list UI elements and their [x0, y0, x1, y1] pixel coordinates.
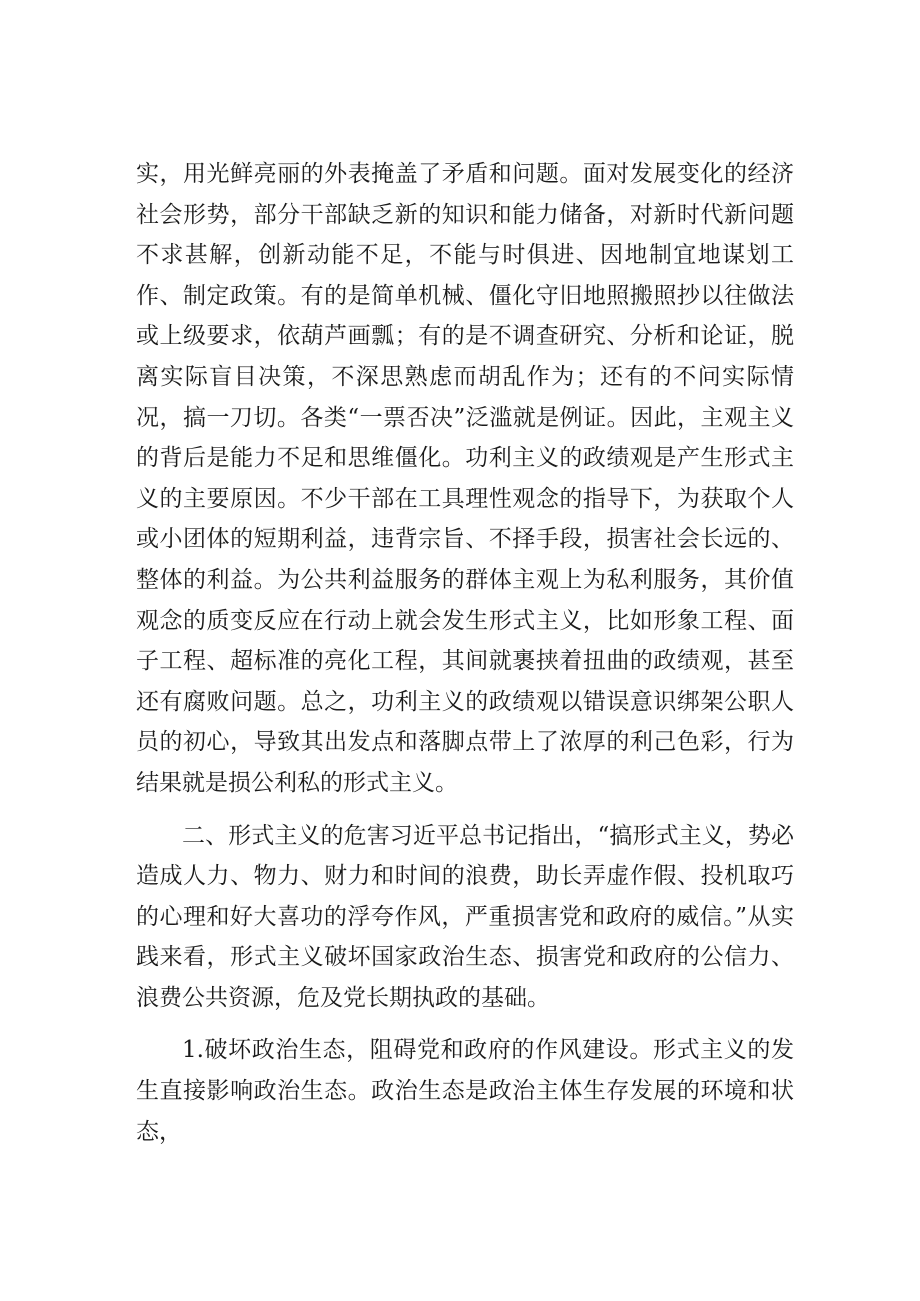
- paragraph-point-one: 1.破坏政治生态，阻碍党和政府的作风建设。形式主义的发生直接影响政治生态。政治生态是政治主体生存发展的环境和状态，: [136, 1037, 794, 1145]
- document-body: [136, 154, 794, 1152]
- paragraph-continuation: 实，用光鲜亮丽的外表掩盖了矛盾和问题。面对发展变化的经济社会形势，部分干部缺乏新的知识和能力储备，对新时代新问题不求甚解，创新动能不足，不能与时俱进、因地制宜地谋划工作、制定政策。有的是简单机械、僵化守旧地照搬照抄以往做法或上级要求，依葫芦画瓢；有的是不调查研究、分析和论证，脱离实际盲目决策，不深思熟虑而胡乱作为；还有的不问实际情况，搞一刀切。各类“一票否决”泛滥就是例证。因此，主观主义的背后是能力不足和思维僵化。功利主义的政绩观是产生形式主义的主要原因。不少干部在工具理性观念的指导下，为获取个人或小团体的短期利益，违背宗旨、不择手段，损害社会长远的、整体的利益。为公共利益服务的群体主观上为私利服务，其价值观念的质变反应在行动上就会发生形式主义，比如形象工程、面子工程、超标准的亮化工程，其间就裹挟着扭曲的政绩观，甚至还有腐败问题。总之，功利主义的政绩观以错误意识绑架公职人员的初心，导致其出发点和落脚点带上了浓厚的利己色彩，行为结果就是损公利私的形式主义。: [136, 161, 794, 796]
- paragraph-section-two: 二、形式主义的危害习近平总书记指出，“搞形式主义，势必造成人力、物力、财力和时间的浪费，助长弄虚作假、投机取巧的心理和好大喜功的浮夸作风，严重损害党和政府的威信。”从实践来看，形式主义破坏国家政治生态、损害党和政府的公信力、浪费公共资源，危及党长期执政的基础。: [136, 822, 794, 1011]
